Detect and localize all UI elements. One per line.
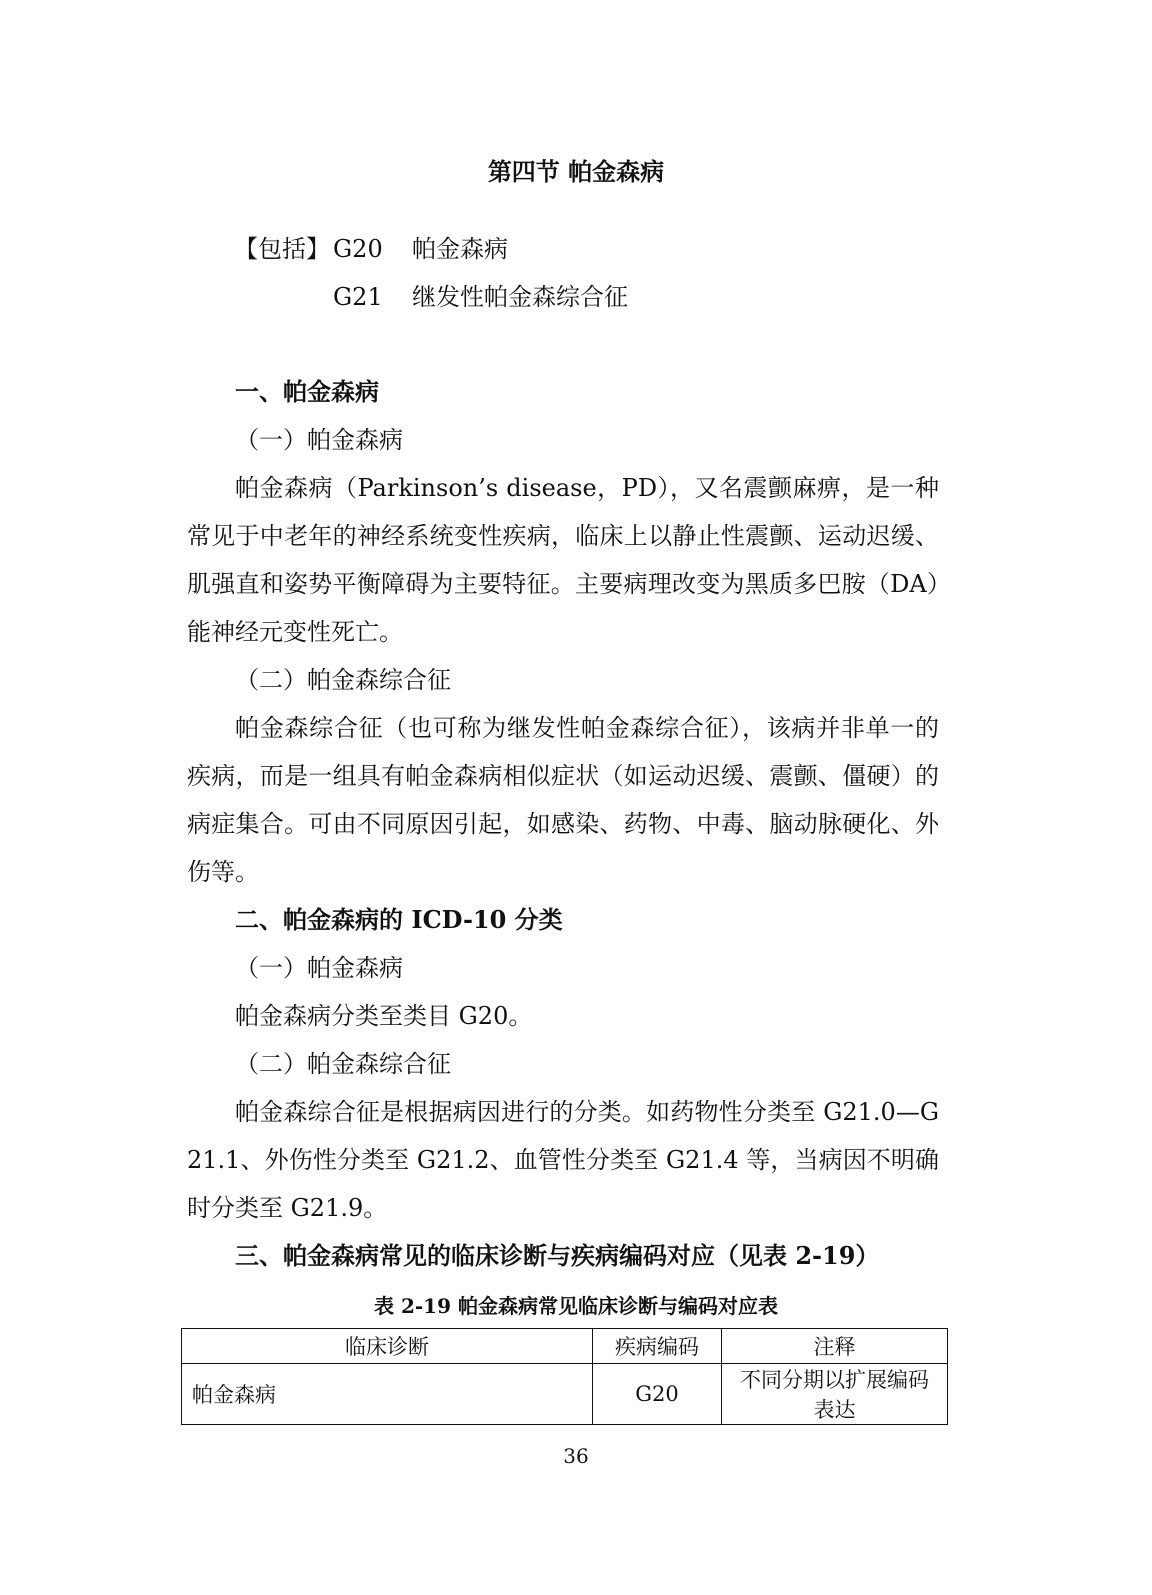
table-caption: 表 2-19 帕金森病常见临床诊断与编码对应表 [374,1294,778,1318]
part1-sub2-paragraph: 帕金森综合征（也可称为继发性帕金森综合征），该病并非单一的疾病，而是一组具有帕金森病相似症状（如运动迟缓、震颤、僵硬）的病症集合。可由不同原因引起，如感染、药物、中毒、脑动脉硬化、外伤等。 [187,714,939,886]
cell-note: 不同分期以扩展编码表达 [722,1364,948,1425]
part2-sub1-heading: （一）帕金森病 [235,954,403,982]
include-code-g21: G21 [333,283,383,311]
part2-sub2-heading: （二）帕金森综合征 [235,1050,451,1078]
part1-sub1-paragraph: 帕金森病（Parkinson’s disease，PD），又名震颤麻痹，是一种常见于中老年的神经系统变性疾病，临床上以静止性震颤、运动迟缓、肌强直和姿势平衡障碍为主要特征。主要病理改变为黑质多巴胺（DA）能神经元变性死亡。 [187,474,939,646]
cell-code: G20 [593,1364,722,1425]
includes-label: 【包括】 [234,235,330,263]
part1-heading: 一、帕金森病 [235,377,379,406]
header-clinical-diagnosis: 临床诊断 [182,1329,593,1364]
section-title: 第四节 帕金森病 [487,157,665,186]
header-note: 注释 [722,1329,948,1364]
part2-heading: 二、帕金森病的 ICD-10 分类 [235,905,563,934]
part3-heading: 三、帕金森病常见的临床诊断与疾病编码对应（见表 2-19） [235,1241,880,1270]
part2-sub2-paragraph: 帕金森综合征是根据病因进行的分类。如药物性分类至 G21.0—G21.1、外伤性分类至 G21.2、血管性分类至 G21.4 等，当病因不明确时分类至 G21.9。 [187,1098,939,1222]
table-row [182,1364,948,1425]
table-header-row [182,1329,948,1364]
include-name-g20: 帕金森病 [412,235,508,263]
include-name-g21: 继发性帕金森综合征 [412,283,628,311]
part2-sub1-paragraph: 帕金森病分类至类目 G20。 [235,1002,533,1030]
part1-sub2-heading: （二）帕金森综合征 [235,666,451,694]
include-code-g20: G20 [333,235,383,263]
page-number: 36 [563,1444,589,1468]
header-disease-code: 疾病编码 [593,1329,722,1364]
cell-diagnosis: 帕金森病 [182,1364,593,1425]
diagnosis-code-table [181,1328,948,1425]
part1-sub1-heading: （一）帕金森病 [235,426,403,454]
